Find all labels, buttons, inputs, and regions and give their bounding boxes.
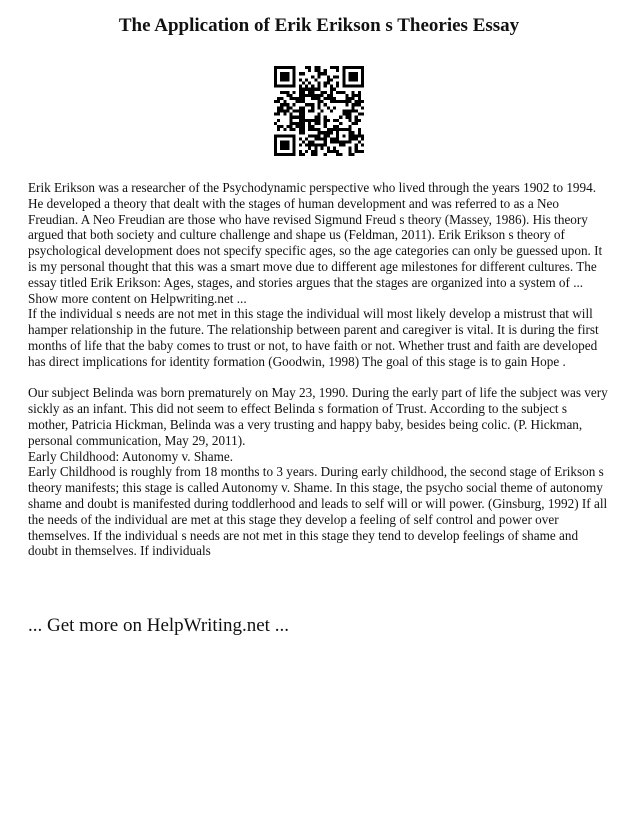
paragraph-spacer	[28, 370, 610, 386]
paragraph: Erik Erikson was a researcher of the Psychodynamic perspective who lived through the years 1902 to 1994. He developed a theory that dealt with the stages of human development and was referred to as a Neo Freudian. A Neo Freudian are those who have revised Sigmund Freud s theory (Massey, 1986). His theory argued that both society and culture challenge and shape us (Feldman, 2011). Erik Erikson s theory of psychological development does not specify specific ages, so the age categories can only be guessed upon. It is my personal thought that this was a smart move due to different age milestones for different cultures. The essay titled Erik Erikson: Ages, stages, and stories argues that the stages are organized into a system of ... Show more content on Helpwriting.net ...	[28, 180, 603, 306]
paragraph: If the individual s needs are not met in this stage the individual will most likely develop a mistrust that will hamper relationship in the future. The relationship between parent and caregiver is vital. It is during the first months of life that the baby comes to trust or not, to have faith or not. Whether trust and faith are developed has direct implications for identity formation (Goodwin, 1998) The goal of this stage is to gain Hope .	[28, 306, 599, 369]
essay-body	[28, 180, 610, 559]
qr-code-icon[interactable]	[274, 66, 364, 156]
section-heading: Early Childhood: Autonomy v. Shame.	[28, 448, 234, 464]
paragraph: Early Childhood is roughly from 18 months to 3 years. During early childhood, the second stage of Erikson s theory manifests; this stage is called Autonomy v. Shame. In this stage, the psycho social theme of autonomy shame and doubt is manifested during toddlerhood and leads to self will or will power. (Ginsburg, 1992) If all the needs of the individual are met at this stage they develop a feeling of self control and power over themselves. If the individual s needs are not met in this stage they tend to develop feelings of shame and doubt in themselves. If individuals	[28, 464, 608, 559]
document-title: The Application of Erik Erikson s Theories Essay	[118, 15, 520, 36]
get-more-link[interactable]: ... Get more on HelpWriting.net ...	[28, 615, 289, 636]
paragraph: Our subject Belinda was born prematurely on May 23, 1990. During the early part of life the subject was very sickly as an infant. This did not seem to effect Belinda s formation of Trust. According to the subject s mother, Patricia Hickman, Belinda was a very trusting and happy baby, besides being colic. (P. Hickman, personal communication, May 29, 2011).	[28, 385, 608, 448]
